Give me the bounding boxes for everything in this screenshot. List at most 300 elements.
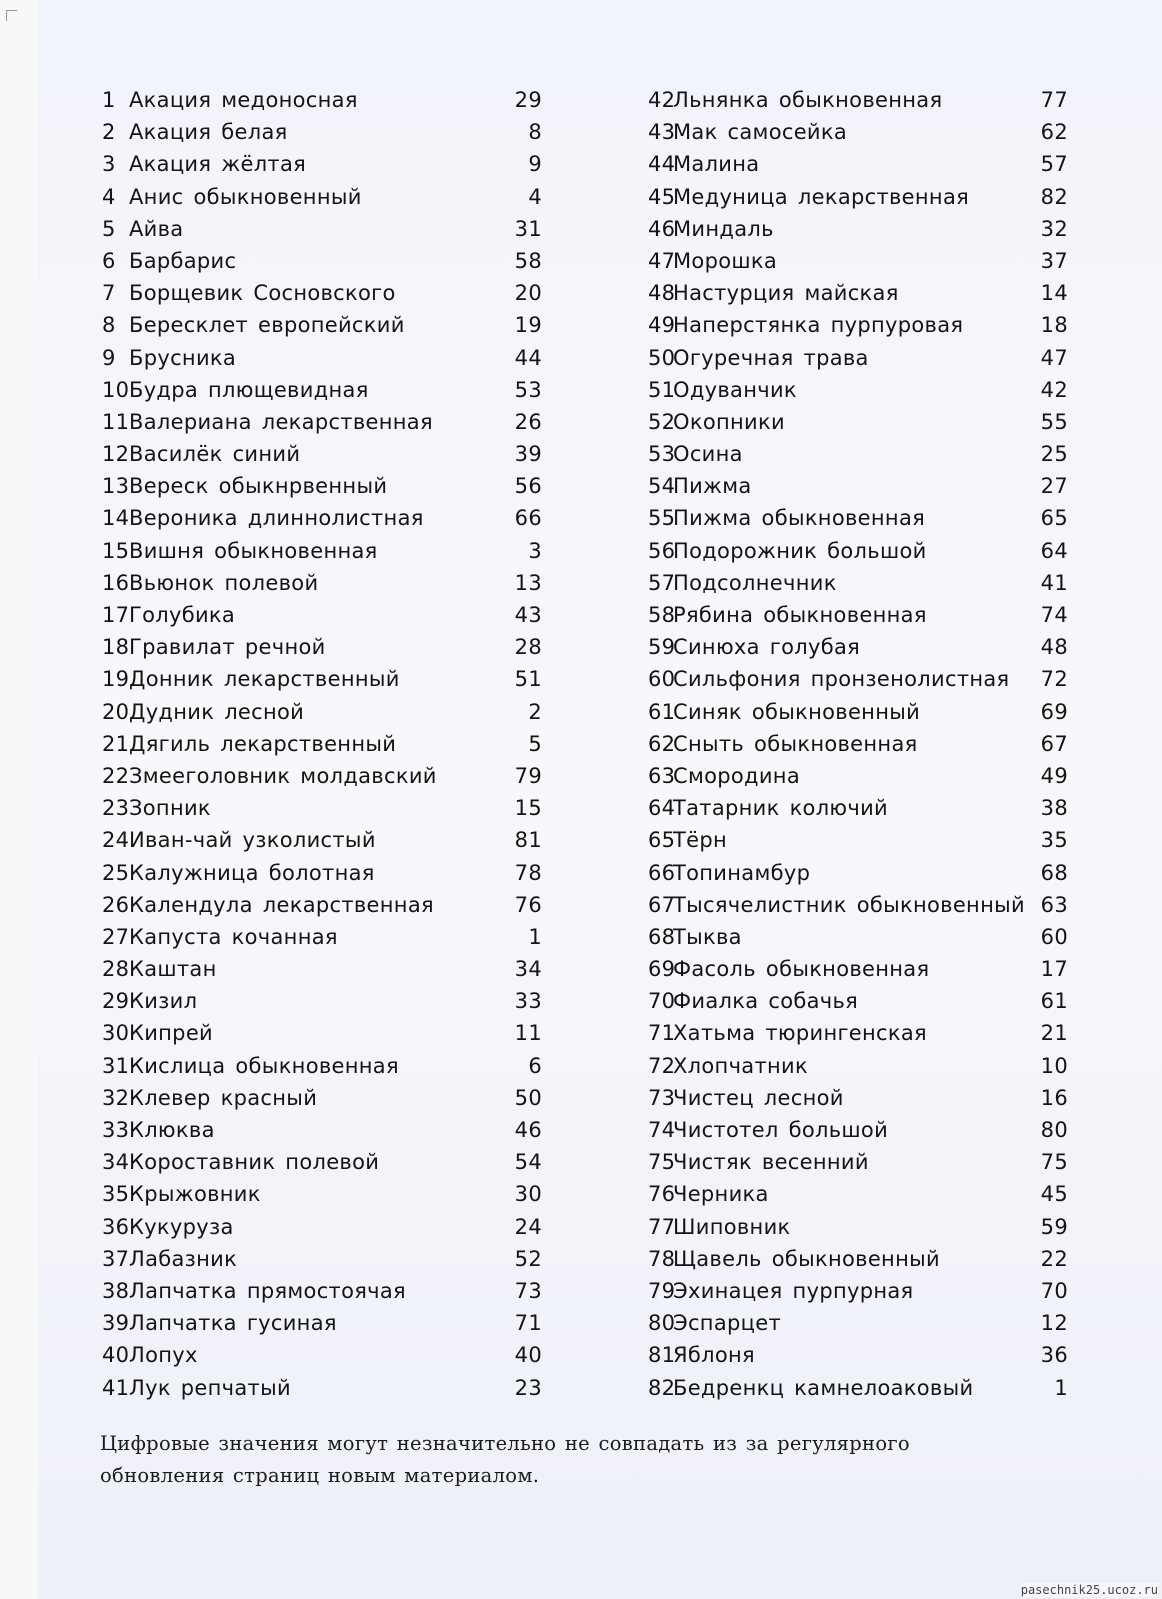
- index-entry: [102, 1114, 542, 1146]
- entry-page-number: 2: [528, 699, 542, 724]
- entry-number: 31: [102, 1053, 130, 1078]
- entry-name: Гравилат речной: [129, 635, 326, 660]
- index-entry: [648, 438, 1068, 470]
- index-entry: [648, 1243, 1068, 1275]
- entry-number: 70: [648, 989, 676, 1014]
- entry-name: Будра плющевидная: [129, 377, 369, 402]
- index-entry: [648, 84, 1068, 116]
- index-entry: [648, 953, 1068, 985]
- entry-page-number: 33: [514, 989, 542, 1014]
- entry-name: Эхинацея пурпурная: [673, 1278, 914, 1303]
- entry-number: 43: [648, 120, 676, 145]
- entry-page-number: 15: [514, 796, 542, 821]
- entry-page-number: 49: [1040, 763, 1068, 788]
- index-entry: [648, 1146, 1068, 1178]
- entry-name: Тёрн: [673, 828, 728, 853]
- index-entry: [648, 470, 1068, 502]
- entry-name: Борщевик Сосновского: [129, 281, 396, 306]
- entry-name: Лапчатка прямостоячая: [129, 1278, 406, 1303]
- entry-name: Акация жёлтая: [129, 152, 307, 177]
- entry-name: Кислица обыкновенная: [129, 1053, 399, 1078]
- index-entry: [102, 342, 542, 374]
- entry-page-number: 39: [514, 442, 542, 467]
- entry-name: Татарник колючий: [673, 796, 889, 821]
- index-entry: [648, 1339, 1068, 1371]
- entry-name: Зопник: [129, 796, 211, 821]
- entry-number: 16: [102, 570, 130, 595]
- entry-number: 73: [648, 1085, 676, 1110]
- entry-name: Календула лекарственная: [129, 892, 434, 917]
- entry-number: 37: [102, 1246, 130, 1271]
- index-entry: [648, 277, 1068, 309]
- entry-number: 72: [648, 1053, 676, 1078]
- footer-note-line-1: Цифровые значения могут незначительно не совпадать из за регулярного: [100, 1432, 910, 1455]
- index-entry: [648, 857, 1068, 889]
- entry-number: 78: [648, 1246, 676, 1271]
- entry-page-number: 76: [514, 892, 542, 917]
- entry-name: Наперстянка пурпуровая: [673, 313, 964, 338]
- index-entry: [102, 1372, 542, 1404]
- entry-page-number: 9: [528, 152, 542, 177]
- entry-number: 77: [648, 1214, 676, 1239]
- entry-number: 75: [648, 1150, 676, 1175]
- index-entry: [648, 1050, 1068, 1082]
- entry-number: 64: [648, 796, 676, 821]
- index-entry: [102, 953, 542, 985]
- entry-page-number: 75: [1040, 1150, 1068, 1175]
- index-entry: [648, 1372, 1068, 1404]
- index-entry: [648, 696, 1068, 728]
- entry-name: Василёк синий: [129, 442, 301, 467]
- index-entry: [648, 245, 1068, 277]
- entry-name: Чистотел большой: [673, 1118, 889, 1142]
- entry-page-number: 32: [1040, 216, 1068, 241]
- entry-page-number: 29: [514, 88, 542, 112]
- entry-page-number: 38: [1040, 796, 1068, 821]
- index-entry: [102, 116, 542, 148]
- entry-number: 28: [102, 957, 130, 982]
- entry-number: 50: [648, 345, 676, 370]
- entry-number: 38: [102, 1278, 130, 1303]
- entry-number: 68: [648, 924, 676, 949]
- entry-number: 76: [648, 1182, 676, 1207]
- entry-number: 82: [648, 1375, 676, 1400]
- entry-number: 24: [102, 828, 130, 853]
- index-entry: [648, 792, 1068, 824]
- entry-number: 62: [648, 731, 676, 756]
- entry-number: 14: [102, 506, 130, 531]
- entry-name: Иван-чай узколистый: [129, 828, 376, 853]
- index-entry: [102, 406, 542, 438]
- entry-number: 44: [648, 152, 676, 177]
- entry-name: Одуванчик: [673, 377, 797, 402]
- entry-number: 18: [102, 635, 130, 660]
- entry-name: Огуречная трава: [673, 345, 869, 370]
- entry-page-number: 55: [1040, 409, 1068, 434]
- entry-name: Валериана лекарственная: [129, 409, 433, 434]
- index-entry: [102, 1339, 542, 1371]
- entry-number: 15: [102, 538, 130, 563]
- entry-number: 40: [102, 1343, 130, 1368]
- entry-name: Сныть обыкновенная: [673, 731, 918, 756]
- entry-number: 22: [102, 763, 130, 788]
- index-entry: [648, 760, 1068, 792]
- index-column-left: [102, 84, 542, 1404]
- index-entry: [648, 374, 1068, 406]
- entry-name: Окопники: [673, 409, 785, 434]
- entry-name: Чистяк весенний: [673, 1150, 869, 1175]
- entry-number: 6: [102, 248, 116, 273]
- entry-page-number: 74: [1040, 603, 1068, 627]
- entry-page-number: 66: [514, 506, 542, 531]
- entry-number: 9: [102, 345, 116, 370]
- entry-number: 12: [102, 442, 130, 467]
- entry-name: Хатьма тюрингенская: [673, 1021, 927, 1046]
- entry-page-number: 3: [528, 538, 542, 563]
- entry-name: Сильфония пронзенолистная: [673, 667, 1010, 692]
- entry-number: 48: [648, 281, 676, 306]
- index-entry: [102, 631, 542, 663]
- index-entry: [648, 148, 1068, 180]
- entry-number: 26: [102, 892, 130, 917]
- entry-number: 55: [648, 506, 676, 531]
- entry-page-number: 13: [514, 570, 542, 595]
- entry-page-number: 67: [1040, 731, 1068, 756]
- index-entry: [102, 1275, 542, 1307]
- entry-page-number: 64: [1040, 538, 1068, 563]
- index-entry: [648, 1307, 1068, 1339]
- index-entry: [648, 889, 1068, 921]
- entry-page-number: 63: [1040, 892, 1068, 917]
- entry-number: 51: [648, 377, 676, 402]
- index-entry: [102, 728, 542, 760]
- entry-name: Кукуруза: [129, 1214, 234, 1239]
- entry-number: 29: [102, 989, 130, 1014]
- index-entry: [648, 116, 1068, 148]
- entry-name: Калужница болотная: [129, 860, 375, 885]
- entry-number: 59: [648, 635, 676, 660]
- entry-page-number: 73: [514, 1278, 542, 1303]
- entry-name: Щавель обыкновенный: [673, 1246, 940, 1271]
- index-column-right: [648, 84, 1068, 1404]
- entry-number: 7: [102, 281, 116, 306]
- index-entry: [648, 1275, 1068, 1307]
- index-entry: [102, 181, 542, 213]
- entry-number: 80: [648, 1311, 676, 1336]
- entry-name: Короставник полевой: [129, 1150, 380, 1175]
- entry-name: Вероника длиннолистная: [129, 506, 424, 531]
- entry-number: 4: [102, 184, 116, 209]
- index-entry: [102, 1243, 542, 1275]
- entry-page-number: 1: [1054, 1375, 1068, 1400]
- entry-page-number: 36: [1040, 1343, 1068, 1368]
- entry-page-number: 19: [514, 313, 542, 338]
- entry-page-number: 61: [1040, 989, 1068, 1014]
- index-entry: [102, 889, 542, 921]
- entry-page-number: 58: [514, 248, 542, 273]
- entry-number: 49: [648, 313, 676, 338]
- entry-page-number: 22: [1040, 1246, 1068, 1271]
- entry-name: Вереск обыкнрвенный: [129, 474, 388, 499]
- entry-page-number: 27: [1040, 474, 1068, 499]
- index-entry: [648, 663, 1068, 695]
- index-entry: [102, 277, 542, 309]
- index-entry: [648, 181, 1068, 213]
- index-entry: [102, 760, 542, 792]
- entry-page-number: 28: [514, 635, 542, 660]
- index-entry: [648, 824, 1068, 856]
- entry-page-number: 79: [514, 763, 542, 788]
- entry-number: 20: [102, 699, 130, 724]
- entry-name: Лук репчатый: [129, 1375, 291, 1400]
- entry-number: 71: [648, 1021, 676, 1046]
- entry-name: Топинамбур: [673, 860, 811, 885]
- entry-number: 11: [102, 409, 130, 434]
- entry-page-number: 78: [514, 860, 542, 885]
- entry-number: 35: [102, 1182, 130, 1207]
- entry-name: Кипрей: [129, 1021, 213, 1046]
- entry-number: 2: [102, 120, 116, 145]
- entry-number: 25: [102, 860, 130, 885]
- entry-name: Дягиль лекарственный: [129, 731, 397, 756]
- entry-page-number: 69: [1040, 699, 1068, 724]
- entry-name: Подорожник большой: [673, 538, 927, 563]
- entry-page-number: 43: [514, 603, 542, 627]
- entry-page-number: 60: [1040, 924, 1068, 949]
- entry-name: Морошка: [673, 248, 778, 273]
- entry-number: 74: [648, 1118, 676, 1142]
- entry-page-number: 17: [1040, 957, 1068, 982]
- entry-page-number: 80: [1040, 1118, 1068, 1142]
- entry-page-number: 20: [514, 281, 542, 306]
- entry-number: 10: [102, 377, 130, 402]
- index-entry: [648, 342, 1068, 374]
- entry-page-number: 57: [1040, 152, 1068, 177]
- index-entry: [102, 502, 542, 534]
- entry-name: Осина: [673, 442, 743, 467]
- entry-page-number: 18: [1040, 313, 1068, 338]
- entry-number: 56: [648, 538, 676, 563]
- index-entry: [102, 438, 542, 470]
- index-entry: [648, 213, 1068, 245]
- index-entry: [102, 599, 542, 631]
- entry-page-number: 34: [514, 957, 542, 982]
- index-entry: [102, 374, 542, 406]
- entry-name: Кизил: [129, 989, 198, 1014]
- entry-name: Чистец лесной: [673, 1085, 844, 1110]
- entry-number: 3: [102, 152, 116, 177]
- entry-number: 47: [648, 248, 676, 273]
- index-entry: [648, 309, 1068, 341]
- index-entry: [648, 535, 1068, 567]
- index-entry: [102, 470, 542, 502]
- entry-name: Рябина обыкновенная: [673, 603, 927, 627]
- entry-name: Медуница лекарственная: [673, 184, 970, 209]
- footer-note-line-2: обновления страниц новым материалом.: [100, 1464, 540, 1487]
- entry-page-number: 51: [514, 667, 542, 692]
- entry-name: Тысячелистник обыкновенный: [673, 892, 1025, 917]
- index-entry: [648, 406, 1068, 438]
- index-entry: [102, 1307, 542, 1339]
- entry-name: Лопух: [129, 1343, 198, 1368]
- entry-page-number: 54: [514, 1150, 542, 1175]
- entry-number: 69: [648, 957, 676, 982]
- entry-name: Лапчатка гусиная: [129, 1311, 337, 1336]
- index-entry: [648, 1178, 1068, 1210]
- index-entry: [648, 1082, 1068, 1114]
- entry-page-number: 40: [514, 1343, 542, 1368]
- entry-page-number: 82: [1040, 184, 1068, 209]
- entry-number: 32: [102, 1085, 130, 1110]
- entry-name: Фасоль обыкновенная: [673, 957, 930, 982]
- index-entry: [102, 985, 542, 1017]
- site-watermark: pasechnik25.ucoz.ru: [1020, 1583, 1158, 1597]
- index-entry: [102, 567, 542, 599]
- entry-name: Пижма: [673, 474, 752, 499]
- entry-page-number: 42: [1040, 377, 1068, 402]
- entry-name: Льнянка обыкновенная: [673, 88, 943, 112]
- entry-name: Клюква: [129, 1118, 215, 1142]
- entry-name: Пижма обыкновенная: [673, 506, 926, 531]
- index-entry: [648, 567, 1068, 599]
- entry-page-number: 62: [1040, 120, 1068, 145]
- entry-name: Змееголовник молдавский: [129, 763, 437, 788]
- entry-name: Фиалка собачья: [673, 989, 859, 1014]
- entry-name: Крыжовник: [129, 1182, 261, 1207]
- entry-number: 54: [648, 474, 676, 499]
- entry-number: 57: [648, 570, 676, 595]
- index-entry: [648, 631, 1068, 663]
- entry-number: 23: [102, 796, 130, 821]
- entry-number: 13: [102, 474, 130, 499]
- index-entry: [102, 1178, 542, 1210]
- entry-page-number: 45: [1040, 1182, 1068, 1207]
- index-entry: [648, 1114, 1068, 1146]
- entry-name: Синюха голубая: [673, 635, 861, 660]
- index-entry: [102, 1146, 542, 1178]
- index-entry: [648, 502, 1068, 534]
- entry-name: Эспарцет: [673, 1311, 781, 1336]
- entry-page-number: 37: [1040, 248, 1068, 273]
- index-entry: [648, 1211, 1068, 1243]
- entry-page-number: 11: [514, 1021, 542, 1046]
- entry-name: Вишня обыкновенная: [129, 538, 378, 563]
- entry-page-number: 52: [514, 1246, 542, 1271]
- footer-note: [100, 1428, 1060, 1492]
- entry-name: Акация белая: [129, 120, 288, 145]
- entry-number: 42: [648, 88, 676, 112]
- entry-name: Анис обыкновенный: [129, 184, 362, 209]
- entry-page-number: 5: [528, 731, 542, 756]
- entry-page-number: 14: [1040, 281, 1068, 306]
- index-entry: [102, 1017, 542, 1049]
- entry-page-number: 59: [1040, 1214, 1068, 1239]
- entry-page-number: 35: [1040, 828, 1068, 853]
- entry-page-number: 50: [514, 1085, 542, 1110]
- entry-name: Бедренкц камнелоаковый: [673, 1375, 974, 1400]
- entry-name: Малина: [673, 152, 760, 177]
- entry-number: 19: [102, 667, 130, 692]
- entry-page-number: 26: [514, 409, 542, 434]
- entry-number: 21: [102, 731, 130, 756]
- entry-number: 60: [648, 667, 676, 692]
- entry-page-number: 46: [514, 1118, 542, 1142]
- entry-page-number: 41: [1040, 570, 1068, 595]
- entry-name: Акация медоносная: [129, 88, 358, 112]
- index-entry: [102, 84, 542, 116]
- index-entry: [102, 921, 542, 953]
- entry-page-number: 53: [514, 377, 542, 402]
- entry-number: 61: [648, 699, 676, 724]
- entry-page-number: 70: [1040, 1278, 1068, 1303]
- entry-page-number: 10: [1040, 1053, 1068, 1078]
- entry-number: 65: [648, 828, 676, 853]
- entry-number: 27: [102, 924, 130, 949]
- index-entry: [102, 824, 542, 856]
- entry-number: 30: [102, 1021, 130, 1046]
- entry-number: 58: [648, 603, 676, 627]
- entry-name: Каштан: [129, 957, 217, 982]
- entry-name: Хлопчатник: [673, 1053, 808, 1078]
- entry-name: Донник лекарственный: [129, 667, 400, 692]
- entry-page-number: 31: [514, 216, 542, 241]
- index-entry: [102, 148, 542, 180]
- entry-page-number: 65: [1040, 506, 1068, 531]
- index-entry: [648, 599, 1068, 631]
- entry-number: 81: [648, 1343, 676, 1368]
- entry-page-number: 30: [514, 1182, 542, 1207]
- entry-page-number: 81: [514, 828, 542, 853]
- entry-name: Айва: [129, 216, 184, 241]
- entry-page-number: 47: [1040, 345, 1068, 370]
- entry-number: 41: [102, 1375, 130, 1400]
- entry-name: Бересклет европейский: [129, 313, 405, 338]
- entry-name: Миндаль: [673, 216, 774, 241]
- index-entry: [648, 921, 1068, 953]
- index-entry: [102, 213, 542, 245]
- entry-number: 63: [648, 763, 676, 788]
- entry-name: Настурция майская: [673, 281, 899, 306]
- entry-number: 39: [102, 1311, 130, 1336]
- entry-number: 52: [648, 409, 676, 434]
- index-entry: [648, 985, 1068, 1017]
- index-entry: [648, 1017, 1068, 1049]
- entry-name: Голубика: [129, 603, 236, 627]
- entry-number: 33: [102, 1118, 130, 1142]
- entry-number: 5: [102, 216, 116, 241]
- index-entry: [102, 857, 542, 889]
- entry-page-number: 16: [1040, 1085, 1068, 1110]
- entry-page-number: 12: [1040, 1311, 1068, 1336]
- entry-page-number: 1: [528, 924, 542, 949]
- entry-number: 34: [102, 1150, 130, 1175]
- entry-page-number: 25: [1040, 442, 1068, 467]
- entry-number: 17: [102, 603, 130, 627]
- entry-name: Капуста кочанная: [129, 924, 338, 949]
- entry-name: Клевер красный: [129, 1085, 318, 1110]
- entry-number: 45: [648, 184, 676, 209]
- entry-name: Яблоня: [673, 1343, 755, 1368]
- entry-page-number: 72: [1040, 667, 1068, 692]
- entry-name: Мак самосейка: [673, 120, 848, 145]
- entry-page-number: 48: [1040, 635, 1068, 660]
- index-entry: [102, 245, 542, 277]
- entry-number: 36: [102, 1214, 130, 1239]
- entry-number: 53: [648, 442, 676, 467]
- entry-name: Шиповник: [673, 1214, 791, 1239]
- entry-name: Барбарис: [129, 248, 237, 273]
- entry-number: 8: [102, 313, 116, 338]
